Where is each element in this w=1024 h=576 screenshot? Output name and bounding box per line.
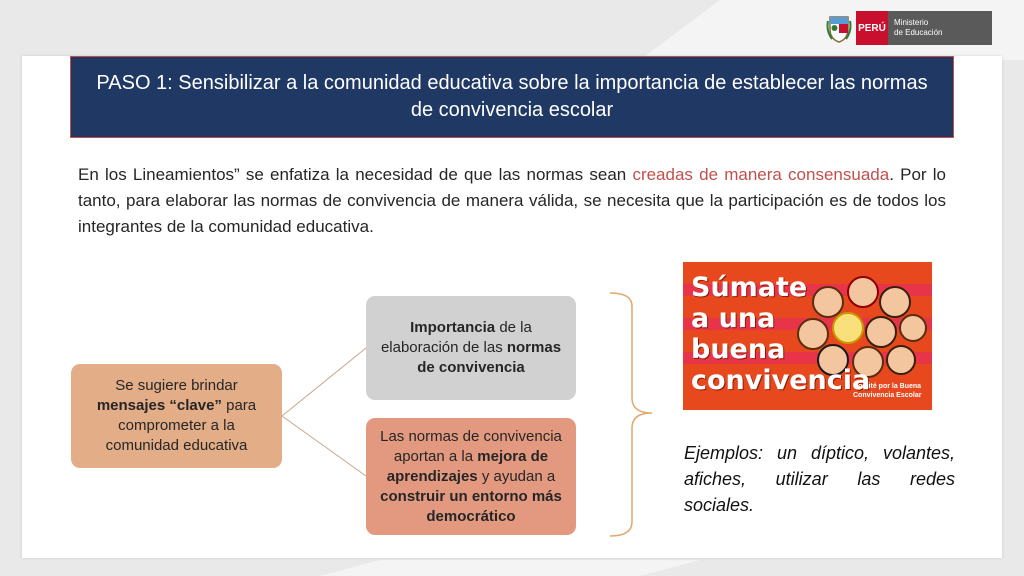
poster-badge [853,382,921,400]
intro-text-2: . Por lo tanto, para elaborar las normas de convivencia de manera válida, se necesita que la participación es de todos los integrantes de la comunidad educativa. [78,165,946,236]
ministry-line-2: de Educación [894,28,943,37]
page-title-text: PASO 1: Sensibilizar a la comunidad educativa sobre la importancia de establecer las normas de convivencia escolar [96,72,928,121]
importance-text-1: de la elaboración de las [380,319,532,356]
poster-badge-2: Convivencia Escolar [853,392,922,399]
poster-slogan [691,272,870,396]
poster-badge-1: Comité por la Buena [853,383,922,390]
contribution-text-2: y ayudan a [477,467,556,485]
intro-highlight: creadas de manera consensuada [632,165,890,184]
importance-bold-2: normas de convivencia [417,339,562,376]
key-messages-box [71,364,282,468]
intro-text-1: En los Lineamientos” se enfatiza la necesidad de que las normas sean [78,165,633,184]
intro-paragraph [78,162,946,240]
examples-text: Ejemplos: un díptico, volantes, afiches, utilizar las redes sociales. [684,443,955,515]
page-title [70,56,954,138]
key-messages-text-1: Se sugiere brindar [115,377,238,394]
ministry-line-1: Ministerio [894,18,929,27]
campaign-poster [683,262,932,410]
poster-line-3: buena [691,334,786,365]
key-messages-bold: mensajes “clave” [96,397,222,414]
contribution-box [366,418,576,535]
contribution-bold-2: construir un entorno más democrático [380,487,562,525]
peru-label: PERÚ [856,11,888,45]
key-messages-text-2: para comprometer a la comunidad educativa [105,397,257,454]
poster-line-1: Súmate [691,272,808,303]
poster-line-4: convivencia [691,365,871,396]
contribution-bold-1: mejora de aprendizajes [386,447,549,485]
importance-box [366,296,576,400]
ministry-label [888,11,992,45]
contribution-text-1: Las normas de convivencia aportan a la [380,427,562,465]
poster-line-2: a una [691,303,776,334]
importance-bold-1: Importancia [410,319,496,336]
coat-of-arms-icon [826,13,852,43]
ministry-logo [826,10,996,46]
